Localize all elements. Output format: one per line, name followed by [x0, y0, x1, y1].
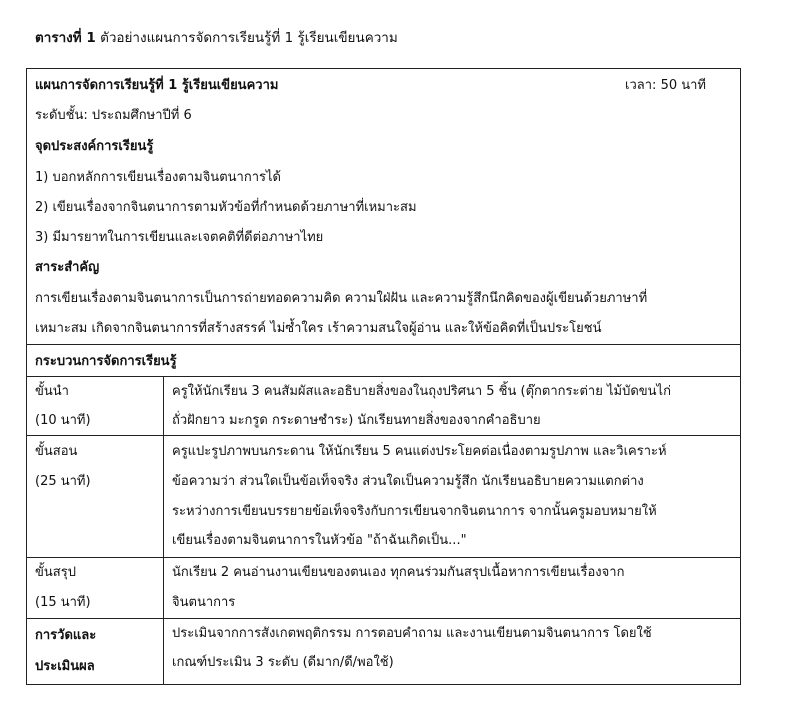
- objective-item: 1) บอกหลักการเขียนเรื่องตามจินตนาการได้: [35, 170, 281, 185]
- essence-heading: สาระสำคัญ: [35, 260, 100, 275]
- stage-description-line: ข้อความว่า ส่วนใดเป็นข้อเท็จจริง ส่วนใดเป็นความรู้สึก นักเรียนอธิบายความแตกต่าง: [172, 474, 644, 489]
- plan-title: แผนการจัดการเรียนรู้ที่ 1 รู้เรียนเขียนความ: [35, 78, 279, 93]
- caption-text: ตัวอย่างแผนการจัดการเรียนรู้ที่ 1 รู้เรียนเขียนความ: [100, 30, 398, 46]
- stage-duration: (15 นาที): [35, 595, 91, 610]
- stage-duration: (10 นาที): [35, 413, 91, 428]
- evaluation-heading: ประเมินผล: [35, 659, 95, 674]
- objective-item: 3) มีมารยาทในการเขียนและเจตคติที่ดีต่อภาษาไทย: [35, 230, 324, 245]
- evaluation-line: เกณฑ์ประเมิน 3 ระดับ (ดีมาก/ดี/พอใช้): [172, 655, 394, 670]
- stage-description-line: ระหว่างการเขียนบรรยายข้อเท็จจริงกับการเขียนจากจินตนาการ จากนั้นครูมอบหมายให้: [172, 504, 657, 519]
- table-caption: [35, 26, 398, 48]
- lesson-plan-table: [26, 68, 741, 685]
- stage-description-line: จินตนาการ: [172, 595, 236, 610]
- stage-description-line: ถั่วฝักยาว มะกรูด กระดาษชำระ) นักเรียนทายสิ่งของจากคำอธิบาย: [172, 413, 541, 428]
- stage-description-line: นักเรียน 2 คนอ่านงานเขียนของตนเอง ทุกคนร่วมกันสรุปเนื้อหาการเขียนเรื่องจาก: [172, 565, 625, 580]
- plan-time: เวลา: 50 นาที: [625, 78, 706, 93]
- row-divider: [27, 376, 740, 377]
- row-divider: [27, 618, 740, 619]
- process-heading: กระบวนการจัดการเรียนรู้: [35, 354, 177, 369]
- stage-description-line: ครูแปะรูปภาพบนกระดาน ให้นักเรียน 5 คนแต่งประโยคต่อเนื่องตามรูปภาพ และวิเคราะห์: [172, 444, 667, 459]
- column-divider: [163, 376, 164, 684]
- stage-name: ขั้นนำ: [35, 384, 69, 399]
- row-divider: [27, 557, 740, 558]
- stage-name: ขั้นสรุป: [35, 565, 76, 580]
- grade-level: ระดับชั้น: ประถมศึกษาปีที่ 6: [35, 108, 192, 123]
- stage-duration: (25 นาที): [35, 474, 91, 489]
- row-divider: [27, 435, 740, 436]
- caption-label: ตารางที่ 1: [35, 30, 96, 46]
- stage-description-line: เขียนเรื่องตามจินตนาการในหัวข้อ "ถ้าฉันเกิดเป็น...": [172, 533, 467, 548]
- stage-name: ขั้นสอน: [35, 444, 78, 459]
- evaluation-heading: การวัดและ: [35, 628, 97, 643]
- objective-item: 2) เขียนเรื่องจากจินตนาการตามหัวข้อที่กำหนดด้วยภาษาที่เหมาะสม: [35, 200, 417, 215]
- essence-line: การเขียนเรื่องตามจินตนาการเป็นการถ่ายทอดความคิด ความใฝ่ฝัน และความรู้สึกนึกคิดของผู้เขียนด้วยภาษาที่: [35, 291, 648, 306]
- evaluation-line: ประเมินจากการสังเกตพฤติกรรม การตอบคำถาม และงานเขียนตามจินตนาการ โดยใช้: [172, 626, 652, 641]
- essence-line: เหมาะสม เกิดจากจินตนาการที่สร้างสรรค์ ไม่ซ้ำใคร เร้าความสนใจผู้อ่าน และให้ข้อคิดที่เป็นประโยชน์: [35, 321, 602, 336]
- row-divider: [27, 344, 740, 345]
- objectives-heading: จุดประสงค์การเรียนรู้: [35, 139, 154, 154]
- stage-description-line: ครูให้นักเรียน 3 คนสัมผัสและอธิบายสิ่งของในถุงปริศนา 5 ชิ้น (ตุ๊กตากระต่าย ไม้บัดขนไก่: [172, 384, 671, 399]
